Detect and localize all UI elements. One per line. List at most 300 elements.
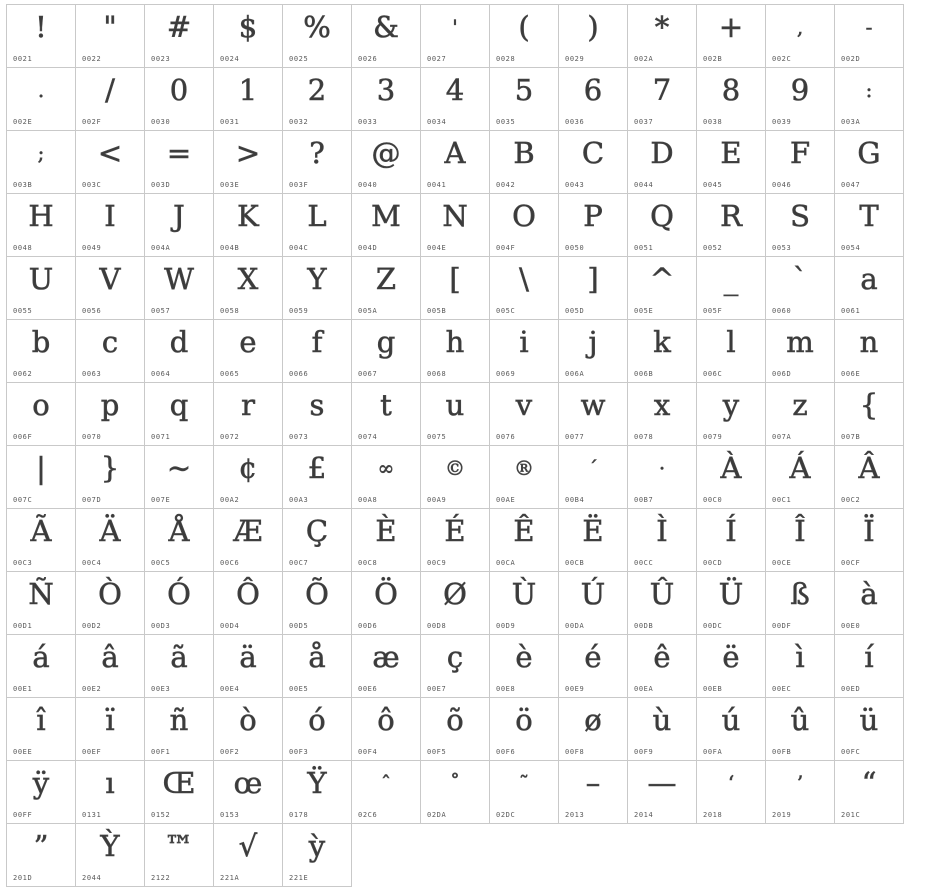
glyph-character: © bbox=[445, 456, 465, 480]
glyph-cell[interactable] bbox=[214, 572, 283, 635]
glyph-character: | bbox=[36, 450, 46, 485]
glyph-cell[interactable] bbox=[352, 509, 421, 572]
glyph-cell[interactable] bbox=[7, 68, 76, 131]
glyph-character: = bbox=[166, 135, 192, 170]
glyph-character: ı bbox=[105, 765, 115, 800]
glyph-character: < bbox=[97, 135, 123, 170]
glyph-cell[interactable] bbox=[559, 131, 628, 194]
glyph-cell[interactable] bbox=[352, 68, 421, 131]
glyph-codepoint: 007A bbox=[772, 433, 792, 441]
glyph-cell[interactable] bbox=[352, 572, 421, 635]
glyph-cell[interactable] bbox=[490, 257, 559, 320]
glyph-cell[interactable] bbox=[559, 635, 628, 698]
glyph-cell[interactable] bbox=[421, 257, 490, 320]
glyph-cell[interactable] bbox=[628, 383, 697, 446]
glyph-cell[interactable] bbox=[490, 383, 559, 446]
glyph-character: ” bbox=[33, 828, 49, 863]
glyph-cell[interactable] bbox=[145, 383, 214, 446]
glyph-cell[interactable] bbox=[766, 5, 835, 68]
glyph-cell[interactable] bbox=[835, 509, 904, 572]
glyph-codepoint: 00E4 bbox=[220, 685, 240, 693]
glyph-codepoint: 00D8 bbox=[427, 622, 447, 630]
glyph-codepoint: 0063 bbox=[82, 370, 102, 378]
glyph-cell[interactable] bbox=[490, 572, 559, 635]
glyph-character: 1 bbox=[238, 72, 258, 107]
glyph-cell[interactable] bbox=[697, 194, 766, 257]
glyph-cell[interactable] bbox=[7, 320, 76, 383]
glyph-cell[interactable] bbox=[559, 698, 628, 761]
glyph-cell[interactable] bbox=[421, 761, 490, 824]
glyph-cell[interactable] bbox=[766, 257, 835, 320]
glyph-cell[interactable] bbox=[766, 509, 835, 572]
glyph-cell[interactable] bbox=[352, 383, 421, 446]
glyph-cell[interactable] bbox=[214, 761, 283, 824]
glyph-cell[interactable] bbox=[490, 635, 559, 698]
glyph-cell[interactable] bbox=[835, 5, 904, 68]
glyph-character: Y bbox=[307, 261, 327, 296]
glyph-cell[interactable] bbox=[76, 257, 145, 320]
glyph-character: x bbox=[653, 387, 671, 422]
glyph-cell[interactable] bbox=[214, 509, 283, 572]
glyph-cell[interactable] bbox=[697, 698, 766, 761]
glyph-cell[interactable] bbox=[421, 194, 490, 257]
glyph-cell[interactable] bbox=[835, 320, 904, 383]
glyph-cell[interactable] bbox=[697, 68, 766, 131]
glyph-cell[interactable] bbox=[628, 257, 697, 320]
glyph-character: – bbox=[585, 765, 601, 800]
glyph-character: ™ bbox=[164, 828, 194, 863]
glyph-codepoint: 0026 bbox=[358, 55, 378, 63]
glyph-cell[interactable] bbox=[835, 131, 904, 194]
glyph-cell[interactable] bbox=[283, 446, 352, 509]
glyph-cell[interactable] bbox=[76, 446, 145, 509]
glyph-character: \ bbox=[519, 261, 529, 296]
glyph-cell[interactable] bbox=[76, 824, 145, 887]
glyph-codepoint: 0178 bbox=[289, 811, 309, 819]
glyph-codepoint: 00EA bbox=[634, 685, 654, 693]
glyph-cell[interactable] bbox=[76, 698, 145, 761]
glyph-codepoint: 0023 bbox=[151, 55, 171, 63]
glyph-codepoint: 00C5 bbox=[151, 559, 171, 567]
glyph-character: · bbox=[658, 456, 666, 480]
glyph-character: J bbox=[173, 198, 185, 233]
glyph-character: j bbox=[588, 324, 598, 359]
glyph-character: V bbox=[99, 261, 121, 296]
glyph-codepoint: 0040 bbox=[358, 181, 378, 189]
glyph-codepoint: 0047 bbox=[841, 181, 861, 189]
glyph-codepoint: 00E2 bbox=[82, 685, 102, 693]
glyph-character: t bbox=[380, 387, 392, 422]
glyph-cell[interactable] bbox=[76, 383, 145, 446]
glyph-cell[interactable] bbox=[628, 761, 697, 824]
glyph-codepoint: 00CE bbox=[772, 559, 792, 567]
glyph-codepoint: 00C3 bbox=[13, 559, 33, 567]
glyph-cell[interactable] bbox=[76, 320, 145, 383]
glyph-codepoint: 0152 bbox=[151, 811, 171, 819]
glyph-cell[interactable] bbox=[145, 635, 214, 698]
glyph-cell[interactable] bbox=[145, 257, 214, 320]
glyph-character: % bbox=[303, 9, 331, 44]
glyph-codepoint: 004A bbox=[151, 244, 171, 252]
glyph-codepoint: 221A bbox=[220, 874, 240, 882]
glyph-character: Ì bbox=[656, 513, 668, 548]
glyph-cell[interactable] bbox=[283, 635, 352, 698]
glyph-character: 3 bbox=[376, 72, 396, 107]
glyph-cell[interactable] bbox=[559, 383, 628, 446]
glyph-codepoint: 00D4 bbox=[220, 622, 240, 630]
glyph-cell[interactable] bbox=[145, 194, 214, 257]
glyph-codepoint: 00F3 bbox=[289, 748, 309, 756]
glyph-character: Z bbox=[375, 261, 397, 296]
glyph-cell[interactable] bbox=[766, 383, 835, 446]
glyph-cell[interactable] bbox=[490, 509, 559, 572]
glyph-cell[interactable] bbox=[490, 194, 559, 257]
glyph-cell[interactable] bbox=[628, 698, 697, 761]
glyph-cell[interactable] bbox=[352, 194, 421, 257]
glyph-cell[interactable] bbox=[421, 698, 490, 761]
glyph-cell[interactable] bbox=[835, 383, 904, 446]
glyph-cell[interactable] bbox=[283, 194, 352, 257]
glyph-cell-empty bbox=[421, 824, 490, 886]
glyph-cell[interactable] bbox=[697, 383, 766, 446]
glyph-cell[interactable] bbox=[628, 509, 697, 572]
glyph-cell[interactable] bbox=[421, 5, 490, 68]
glyph-codepoint: 002B bbox=[703, 55, 723, 63]
glyph-character: ä bbox=[239, 639, 257, 674]
glyph-grid bbox=[6, 4, 904, 887]
glyph-cell[interactable] bbox=[421, 320, 490, 383]
glyph-cell[interactable] bbox=[7, 446, 76, 509]
glyph-codepoint: 0055 bbox=[13, 307, 33, 315]
glyph-cell[interactable] bbox=[559, 509, 628, 572]
glyph-cell[interactable] bbox=[76, 194, 145, 257]
glyph-cell[interactable] bbox=[559, 194, 628, 257]
glyph-codepoint: 002E bbox=[13, 118, 33, 126]
glyph-codepoint: 0064 bbox=[151, 370, 171, 378]
glyph-cell[interactable] bbox=[697, 761, 766, 824]
glyph-character: G bbox=[857, 135, 881, 170]
glyph-character: ï bbox=[105, 702, 115, 737]
glyph-character: î bbox=[36, 702, 46, 737]
glyph-character: - bbox=[865, 15, 873, 39]
glyph-cell[interactable] bbox=[283, 698, 352, 761]
glyph-cell[interactable] bbox=[835, 572, 904, 635]
glyph-character: U bbox=[28, 261, 54, 296]
glyph-cell[interactable] bbox=[76, 68, 145, 131]
glyph-cell[interactable] bbox=[283, 509, 352, 572]
glyph-cell[interactable] bbox=[697, 446, 766, 509]
glyph-cell[interactable] bbox=[697, 635, 766, 698]
glyph-character: Ô bbox=[236, 576, 260, 611]
glyph-cell[interactable] bbox=[214, 635, 283, 698]
glyph-codepoint: 003E bbox=[220, 181, 240, 189]
glyph-cell[interactable] bbox=[214, 383, 283, 446]
glyph-codepoint: 0069 bbox=[496, 370, 516, 378]
glyph-cell[interactable] bbox=[766, 446, 835, 509]
glyph-cell[interactable] bbox=[352, 5, 421, 68]
glyph-cell[interactable] bbox=[145, 824, 214, 887]
glyph-character: W bbox=[164, 261, 194, 296]
glyph-cell[interactable] bbox=[352, 131, 421, 194]
glyph-character: Ÿ bbox=[307, 765, 327, 800]
glyph-codepoint: 00D2 bbox=[82, 622, 102, 630]
glyph-codepoint: 0066 bbox=[289, 370, 309, 378]
glyph-codepoint: 003D bbox=[151, 181, 171, 189]
glyph-character: Ò bbox=[98, 576, 122, 611]
glyph-cell[interactable] bbox=[352, 635, 421, 698]
glyph-codepoint: 005E bbox=[634, 307, 654, 315]
glyph-character: $ bbox=[238, 9, 258, 44]
glyph-codepoint: 00E3 bbox=[151, 685, 171, 693]
glyph-character: d bbox=[169, 324, 189, 359]
glyph-codepoint: 004B bbox=[220, 244, 240, 252]
glyph-cell[interactable] bbox=[214, 68, 283, 131]
glyph-codepoint: 0073 bbox=[289, 433, 309, 441]
glyph-codepoint: 00E5 bbox=[289, 685, 309, 693]
glyph-cell[interactable] bbox=[835, 761, 904, 824]
glyph-cell[interactable] bbox=[283, 824, 352, 887]
glyph-codepoint: 00F6 bbox=[496, 748, 516, 756]
glyph-character: å bbox=[308, 639, 326, 674]
glyph-character: N bbox=[442, 198, 468, 233]
glyph-cell[interactable] bbox=[7, 5, 76, 68]
glyph-cell[interactable] bbox=[352, 320, 421, 383]
glyph-codepoint: 0036 bbox=[565, 118, 585, 126]
glyph-codepoint: 003B bbox=[13, 181, 33, 189]
glyph-character: 2 bbox=[307, 72, 327, 107]
glyph-cell[interactable] bbox=[421, 635, 490, 698]
glyph-cell[interactable] bbox=[628, 5, 697, 68]
glyph-cell[interactable] bbox=[352, 257, 421, 320]
glyph-character: C bbox=[581, 135, 605, 170]
glyph-cell[interactable] bbox=[421, 383, 490, 446]
glyph-codepoint: 002C bbox=[772, 55, 792, 63]
glyph-cell[interactable] bbox=[835, 698, 904, 761]
glyph-character: Ù bbox=[511, 576, 537, 611]
glyph-cell[interactable] bbox=[7, 194, 76, 257]
glyph-character: æ bbox=[372, 639, 400, 674]
glyph-cell[interactable] bbox=[697, 257, 766, 320]
glyph-codepoint: 0062 bbox=[13, 370, 33, 378]
glyph-cell[interactable] bbox=[628, 572, 697, 635]
glyph-codepoint: 00F2 bbox=[220, 748, 240, 756]
glyph-codepoint: 00C9 bbox=[427, 559, 447, 567]
glyph-cell[interactable] bbox=[421, 509, 490, 572]
glyph-cell[interactable] bbox=[283, 572, 352, 635]
glyph-cell[interactable] bbox=[7, 698, 76, 761]
glyph-cell[interactable] bbox=[76, 131, 145, 194]
glyph-character: Ç bbox=[305, 513, 329, 548]
glyph-character: ¢ bbox=[238, 450, 258, 485]
glyph-cell[interactable] bbox=[490, 320, 559, 383]
glyph-character: / bbox=[105, 72, 115, 107]
glyph-cell[interactable] bbox=[145, 446, 214, 509]
glyph-character: Å bbox=[168, 513, 190, 548]
glyph-cell[interactable] bbox=[76, 572, 145, 635]
glyph-cell[interactable] bbox=[421, 68, 490, 131]
glyph-character: : bbox=[865, 78, 873, 102]
glyph-character: 7 bbox=[652, 72, 672, 107]
glyph-character: + bbox=[718, 9, 744, 44]
glyph-codepoint: 00E9 bbox=[565, 685, 585, 693]
glyph-cell[interactable] bbox=[559, 5, 628, 68]
glyph-codepoint: 00A2 bbox=[220, 496, 240, 504]
glyph-cell[interactable] bbox=[283, 257, 352, 320]
glyph-cell[interactable] bbox=[490, 131, 559, 194]
glyph-cell[interactable] bbox=[214, 320, 283, 383]
glyph-cell[interactable] bbox=[7, 824, 76, 887]
glyph-codepoint: 0044 bbox=[634, 181, 654, 189]
glyph-cell[interactable] bbox=[214, 446, 283, 509]
glyph-cell[interactable] bbox=[559, 68, 628, 131]
glyph-cell[interactable] bbox=[145, 68, 214, 131]
glyph-cell[interactable] bbox=[835, 446, 904, 509]
glyph-character: 8 bbox=[721, 72, 741, 107]
glyph-cell[interactable] bbox=[835, 635, 904, 698]
glyph-cell[interactable] bbox=[145, 698, 214, 761]
glyph-character: { bbox=[859, 387, 879, 422]
glyph-character: R bbox=[720, 198, 742, 233]
glyph-cell[interactable] bbox=[145, 761, 214, 824]
glyph-cell[interactable] bbox=[628, 131, 697, 194]
glyph-cell[interactable] bbox=[559, 320, 628, 383]
glyph-character: Î bbox=[794, 513, 806, 548]
glyph-cell[interactable] bbox=[7, 257, 76, 320]
glyph-character: u bbox=[445, 387, 465, 422]
glyph-cell[interactable] bbox=[490, 761, 559, 824]
glyph-character: H bbox=[28, 198, 54, 233]
glyph-codepoint: 0070 bbox=[82, 433, 102, 441]
glyph-cell[interactable] bbox=[283, 383, 352, 446]
glyph-cell[interactable] bbox=[214, 824, 283, 887]
glyph-character: F bbox=[789, 135, 811, 170]
glyph-character: a bbox=[860, 261, 878, 296]
glyph-cell[interactable] bbox=[559, 257, 628, 320]
glyph-cell[interactable] bbox=[76, 635, 145, 698]
glyph-codepoint: 02C6 bbox=[358, 811, 378, 819]
glyph-cell[interactable] bbox=[145, 5, 214, 68]
glyph-codepoint: 221E bbox=[289, 874, 309, 882]
glyph-cell[interactable] bbox=[352, 446, 421, 509]
glyph-cell[interactable] bbox=[76, 761, 145, 824]
glyph-cell[interactable] bbox=[628, 194, 697, 257]
glyph-cell[interactable] bbox=[7, 572, 76, 635]
glyph-codepoint: 0039 bbox=[772, 118, 792, 126]
glyph-cell[interactable] bbox=[697, 131, 766, 194]
glyph-cell[interactable] bbox=[628, 635, 697, 698]
glyph-cell[interactable] bbox=[145, 509, 214, 572]
glyph-codepoint: 0021 bbox=[13, 55, 33, 63]
glyph-cell[interactable] bbox=[214, 194, 283, 257]
glyph-cell[interactable] bbox=[835, 257, 904, 320]
glyph-cell[interactable] bbox=[283, 761, 352, 824]
glyph-cell[interactable] bbox=[766, 68, 835, 131]
glyph-cell[interactable] bbox=[421, 572, 490, 635]
glyph-cell[interactable] bbox=[7, 761, 76, 824]
glyph-character: * bbox=[654, 9, 670, 44]
glyph-cell[interactable] bbox=[628, 446, 697, 509]
glyph-cell[interactable] bbox=[628, 68, 697, 131]
glyph-codepoint: 2018 bbox=[703, 811, 723, 819]
glyph-codepoint: 00C2 bbox=[841, 496, 861, 504]
glyph-cell[interactable] bbox=[352, 698, 421, 761]
glyph-cell[interactable] bbox=[835, 68, 904, 131]
glyph-cell[interactable] bbox=[490, 698, 559, 761]
glyph-codepoint: 0074 bbox=[358, 433, 378, 441]
glyph-codepoint: 00F5 bbox=[427, 748, 447, 756]
glyph-cell[interactable] bbox=[145, 131, 214, 194]
glyph-cell[interactable] bbox=[490, 68, 559, 131]
glyph-cell[interactable] bbox=[352, 761, 421, 824]
glyph-codepoint: 0024 bbox=[220, 55, 240, 63]
glyph-cell[interactable] bbox=[214, 5, 283, 68]
glyph-cell[interactable] bbox=[490, 446, 559, 509]
glyph-cell[interactable] bbox=[7, 509, 76, 572]
glyph-cell[interactable] bbox=[766, 761, 835, 824]
glyph-cell[interactable] bbox=[697, 509, 766, 572]
glyph-character: Ú bbox=[580, 576, 606, 611]
glyph-cell[interactable] bbox=[559, 446, 628, 509]
glyph-cell[interactable] bbox=[7, 383, 76, 446]
glyph-cell[interactable] bbox=[490, 5, 559, 68]
glyph-cell[interactable] bbox=[766, 131, 835, 194]
glyph-cell[interactable] bbox=[145, 572, 214, 635]
glyph-codepoint: 00DF bbox=[772, 622, 792, 630]
glyph-cell[interactable] bbox=[421, 446, 490, 509]
glyph-cell[interactable] bbox=[766, 194, 835, 257]
glyph-cell[interactable] bbox=[76, 509, 145, 572]
glyph-cell[interactable] bbox=[7, 635, 76, 698]
glyph-cell-empty bbox=[628, 824, 697, 886]
glyph-codepoint: 0042 bbox=[496, 181, 516, 189]
glyph-codepoint: 0050 bbox=[565, 244, 585, 252]
glyph-cell[interactable] bbox=[766, 635, 835, 698]
glyph-cell[interactable] bbox=[214, 698, 283, 761]
glyph-character: ì bbox=[795, 639, 805, 674]
glyph-codepoint: 00E7 bbox=[427, 685, 447, 693]
glyph-character: 4 bbox=[445, 72, 465, 107]
glyph-codepoint: 0022 bbox=[82, 55, 102, 63]
glyph-cell[interactable] bbox=[214, 257, 283, 320]
glyph-cell[interactable] bbox=[559, 761, 628, 824]
glyph-cell[interactable] bbox=[697, 572, 766, 635]
glyph-cell[interactable] bbox=[559, 572, 628, 635]
glyph-cell[interactable] bbox=[283, 68, 352, 131]
glyph-cell[interactable] bbox=[283, 131, 352, 194]
glyph-cell-empty bbox=[490, 824, 559, 886]
glyph-character: w bbox=[580, 387, 606, 422]
glyph-codepoint: 0034 bbox=[427, 118, 447, 126]
glyph-cell[interactable] bbox=[76, 5, 145, 68]
glyph-cell[interactable] bbox=[835, 194, 904, 257]
glyph-cell[interactable] bbox=[214, 131, 283, 194]
glyph-cell[interactable] bbox=[766, 698, 835, 761]
glyph-cell[interactable] bbox=[766, 320, 835, 383]
glyph-codepoint: 0035 bbox=[496, 118, 516, 126]
glyph-cell[interactable] bbox=[421, 131, 490, 194]
glyph-cell[interactable] bbox=[697, 5, 766, 68]
glyph-codepoint: 0048 bbox=[13, 244, 33, 252]
glyph-character: Ø bbox=[443, 576, 467, 611]
glyph-cell[interactable] bbox=[283, 320, 352, 383]
glyph-codepoint: 2013 bbox=[565, 811, 585, 819]
glyph-cell[interactable] bbox=[145, 320, 214, 383]
glyph-cell[interactable] bbox=[283, 5, 352, 68]
glyph-cell[interactable] bbox=[628, 320, 697, 383]
glyph-cell[interactable] bbox=[697, 320, 766, 383]
glyph-cell[interactable] bbox=[766, 572, 835, 635]
glyph-cell[interactable] bbox=[7, 131, 76, 194]
